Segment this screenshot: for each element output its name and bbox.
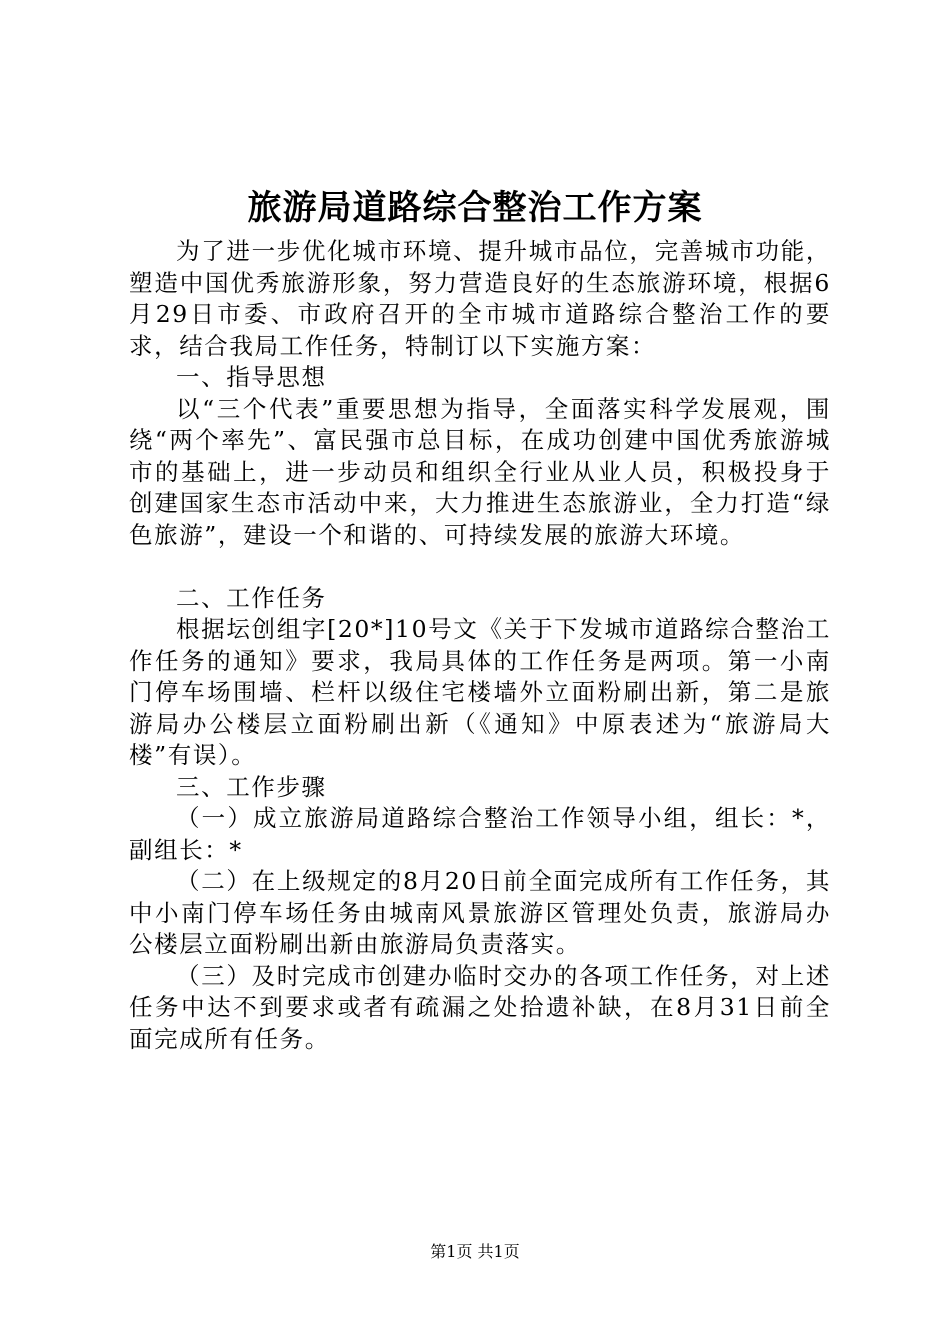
guiding-ideology-paragraph: 以“三个代表”重要思想为指导，全面落实科学发展观，围绕“两个率先”、富民强市总目标，在成功创建中国优秀旅游城市的基础上，进一步动员和组织全行业从业人员，积极投身于创建国家生态市活动中来，大力推进生态旅游业，全力打造“绿色旅游”，建设一个和谐的、可持续发展的旅游大环境。: [129, 394, 831, 549]
work-step-2: （二）在上级规定的8月20日前全面完成所有工作任务，其中小南门停车场任务由城南风景旅游区管理处负责，旅游局办公楼层立面粉刷出新由旅游局负责落实。: [129, 867, 831, 958]
document-title: 旅游局道路综合整治工作方案: [247, 188, 703, 228]
page-footer: 第1页 共1页: [430, 1242, 520, 1261]
work-step-3: （三）及时完成市创建办临时交办的各项工作任务，对上述任务中达不到要求或者有疏漏之处拾遗补缺，在8月31日前全面完成所有任务。: [129, 961, 831, 1053]
work-tasks-paragraph: 根据坛创组字[20*]10号文《关于下发城市道路综合整治工作任务的通知》要求，我局具体的工作任务是两项。第一小南门停车场围墙、栏杆以级住宅楼墙外立面粉刷出新，第二是旅游局办公楼层立面粉刷出新（《通知》中原表述为“旅游局大楼”有误）。: [129, 615, 831, 769]
document-body: [129, 236, 831, 1055]
section-heading-work-steps: 三、工作步骤: [176, 772, 327, 801]
work-step-1: （一）成立旅游局道路综合整治工作领导小组，组长：*，副组长：*: [129, 804, 831, 864]
intro-paragraph: 为了进一步优化城市环境、提升城市品位，完善城市功能，塑造中国优秀旅游形象，努力营造良好的生态旅游环境，根据6月29日市委、市政府召开的全市城市道路综合整治工作的要求，结合我局工作任务，特制订以下实施方案：: [129, 237, 831, 360]
section-heading-work-tasks: 二、工作任务: [176, 583, 327, 612]
section-heading-guiding-ideology: 一、指导思想: [176, 363, 327, 391]
